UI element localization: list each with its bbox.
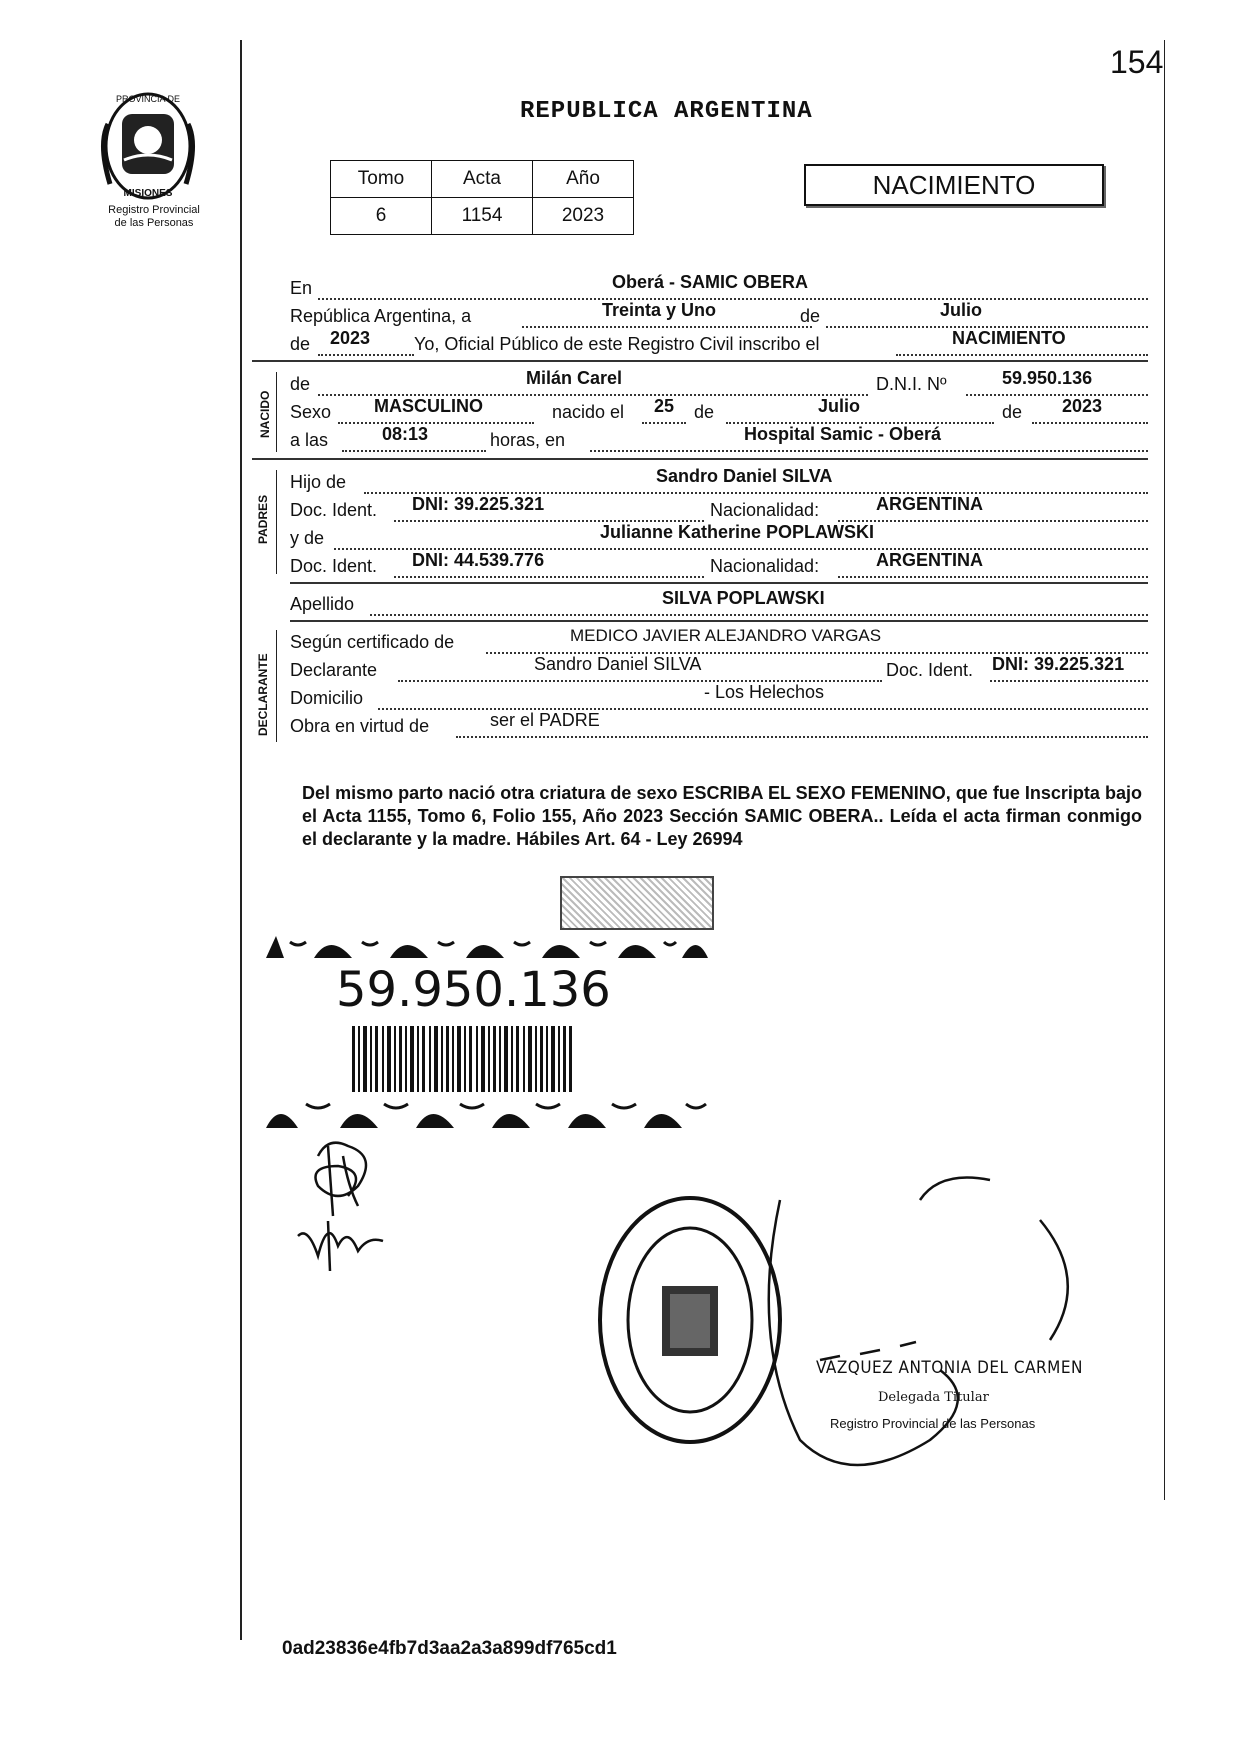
right-margin-rule [1164,40,1165,1500]
provincial-coat-of-arms-icon [88,84,208,204]
row-padre-doc: Doc. Ident. DNI: 39.225.321 Nacionalidad: ARGENTINA [290,498,1148,522]
tomo-header: Tomo [331,161,432,198]
row-fecha: República Argentina, a Treinta y Uno de Julio [290,304,1148,328]
barcode-icon [352,1026,572,1092]
acta-header: Acta [432,161,533,198]
dni-number-large: 59.950.136 [336,962,611,1018]
row-madre: y de Julianne Katherine POPLAWSKI [290,526,1148,550]
father-name: Sandro Daniel SILVA [656,466,833,486]
dni-band-bottom-icon [266,1096,708,1128]
signer-organization: Registro Provincial de las Personas [830,1416,1036,1431]
section-padres-label: PADRES [256,494,270,544]
row-apellido: Apellido SILVA POPLAWSKI [290,592,1148,616]
row-padre: Hijo de Sandro Daniel SILVA [290,470,1148,494]
left-margin-rule [240,40,242,1640]
signer-role: Delegada Titular [878,1390,989,1405]
surname-value: SILVA POPLAWSKI [662,588,825,608]
dni-band-top-icon [266,932,708,958]
svg-text:MISIONES: MISIONES [123,188,173,199]
section-nacido-label: NACIDO [258,390,272,438]
child-dni: 59.950.136 [1002,368,1093,388]
document-hash: 0ad23836e4fb7d3aa2a3a899df765cd1 [282,1638,617,1659]
row-obra: Obra en virtud de ser el PADRE [290,714,1148,738]
row-nacido-sexo: Sexo MASCULINO nacido el 25 de Julio de 2023 [290,400,1148,424]
declarant-signature-icon [288,1126,418,1276]
birth-place: Hospital Samic - Oberá [744,424,942,444]
child-name: Milán Carel [526,368,623,388]
mother-name: Julianne Katherine POPLAWSKI [600,522,875,542]
anio-header: Año [533,161,634,198]
row-declarante: Declarante Sandro Daniel SILVA Doc. Ident. DNI: 39.225.321 [290,658,1148,682]
row-madre-doc: Doc. Ident. DNI: 44.539.776 Nacionalidad: ARGENTINA [290,554,1148,578]
row-en: En Oberá - SAMIC OBERA [290,276,1148,300]
acta-value: 1154 [432,198,533,235]
row-nacido-hora: a las 08:13 horas, en Hospital Samic - Oberá [290,428,1148,452]
tomo-value: 6 [331,198,432,235]
location-value: Oberá - SAMIC OBERA [612,272,809,292]
register-table [330,160,634,235]
section-declarante-label: DECLARANTE [256,653,270,736]
page-title: REPUBLICA ARGENTINA [520,98,813,125]
row-certificado: Según certificado de MEDICO JAVIER ALEJANDRO VARGAS [290,630,1148,654]
svg-text:PROVINCIA DE: PROVINCIA DE [115,94,181,104]
anio-value: 2023 [533,198,634,235]
row-nacido-nombre: de Milán Carel D.N.I. Nº 59.950.136 [290,372,1148,396]
official-signature-icon [760,1160,1100,1500]
observation-note: Del mismo parto nació otra criatura de sexo ESCRIBA EL SEXO FEMENINO, que fue Inscripta bajo el Acta 1155, Tomo 6, Folio 155, Año 2023 Sección SAMIC OBERA.. Leída el acta firman conmigo el declarante y la madre. Hábiles Art. 64 - Ley 26994 [302,783,1142,849]
page-number: 154 [1110,44,1164,80]
act-type-box: NACIMIENTO [804,164,1104,206]
row-inscribe: de 2023 Yo, Oficial Público de este Registro Civil inscribo el NACIMIENTO [290,332,1148,356]
signer-name: VÁZQUEZ ANTONIA DEL CARMEN [816,1358,1083,1378]
issuer-caption: Registro Provincial de las Personas [108,204,200,229]
row-domicilio: Domicilio - Los Helechos [290,686,1148,710]
date-stamp-icon [560,876,714,930]
